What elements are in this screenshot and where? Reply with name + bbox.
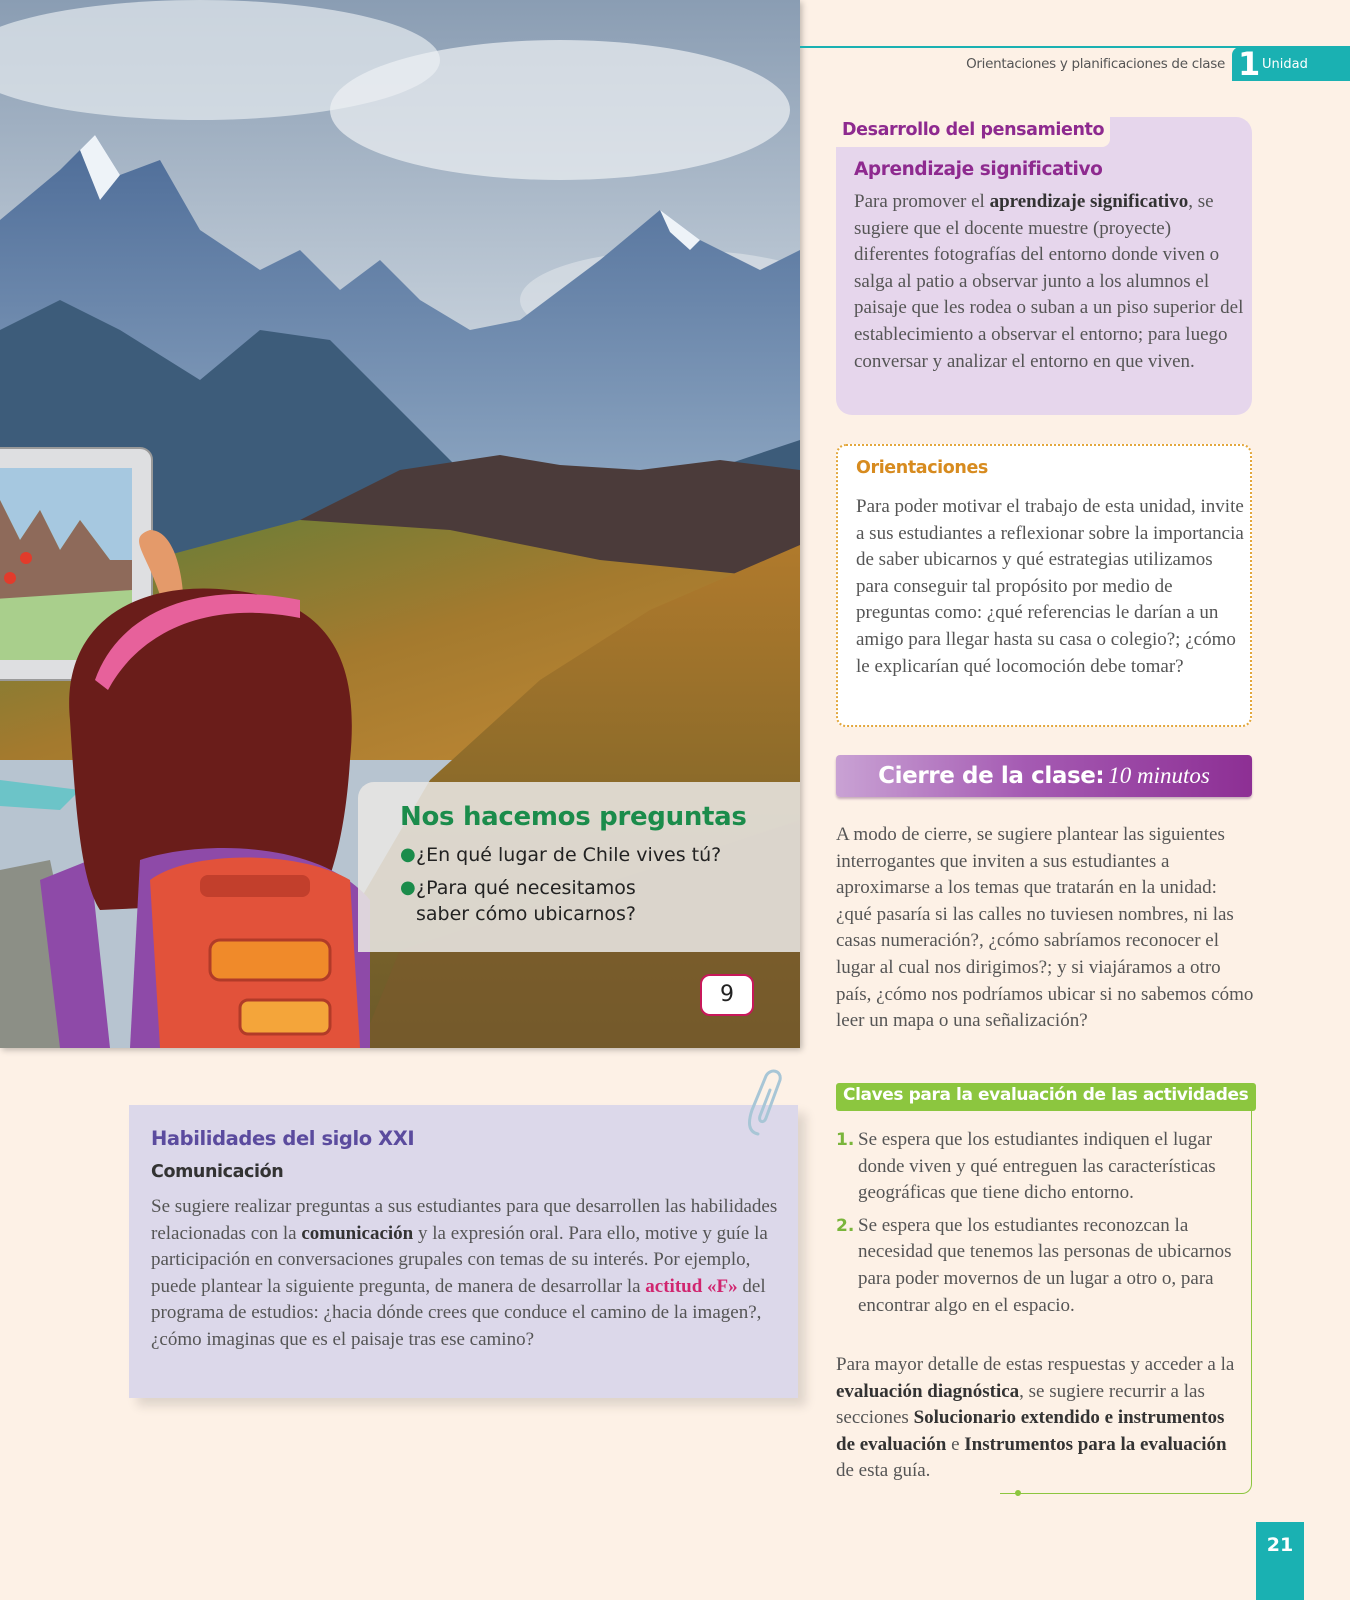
bullet-icon: ● (400, 844, 416, 865)
questions-title: Nos hacemos preguntas (400, 802, 747, 832)
orientaciones-title: Orientaciones (856, 458, 988, 478)
habilidades-body: Se sugiere realizar preguntas a sus estudiantes para que desarrollen las habilidades relacionadas con la comunicación y la expresión oral. Para ello, motive y guíe la participación en conversaciones grupales con temas de su interés. Por ejemplo, puede plantear la siguiente pregunta, de manera de desarrollar la actitud «F» del programa de estudios: ¿hacia dónde crees que conduce el camino de la imagen?, ¿cómo imaginas que es el paisaje tras ese camino? (151, 1196, 778, 1350)
habilidades-box (129, 1105, 798, 1398)
cierre-header (836, 755, 1252, 797)
frame-dot-icon (1015, 1490, 1021, 1496)
book-page-number: 9 (700, 974, 754, 1016)
claves-tag: Claves para la evaluación de las actividades (836, 1083, 1256, 1111)
claves-item: 2. Se espera que los estudiantes reconozcan la necesidad que tenemos las personas de ubicarnos para poder movernos de un lugar a otro o, para encontrar algo en el espacio. (836, 1214, 1232, 1316)
unit-tab (1232, 47, 1350, 81)
orientaciones-body: Para poder motivar el trabajo de esta unidad, invite a sus estudiantes a reflexionar sobre la importancia de saber ubicarnos y qué estrategias utilizamos para conseguir tal propósito por medio de preguntas como: ¿qué referencias le darían a un amigo para llegar hasta su casa o colegio?; ¿cómo le explicarían qué locomoción debe tomar? (856, 496, 1244, 677)
cierre-label: Cierre de la clase: (878, 763, 1105, 789)
bullet-icon: ● (400, 877, 416, 898)
desarrollo-tag: Desarrollo del pensamiento (836, 117, 1110, 147)
habilidades-subtitle: Comunicación (151, 1162, 284, 1182)
header-title: Orientaciones y planificaciones de clase (966, 56, 1225, 72)
question-item: ● ¿Para qué necesitamos saber cómo ubicarnos? (400, 877, 636, 925)
desarrollo-subtitle: Aprendizaje significativo (854, 159, 1103, 180)
unit-number: 1 (1238, 45, 1261, 83)
unit-label: Unidad (1262, 57, 1308, 72)
claves-closing: Para mayor detalle de estas respuestas y acceder a la evaluación diagnóstica, se sugiere recurrir a las secciones Solucionario extendido e instrumentos de evaluación e Instrumentos para la evaluación de esta guía. (836, 1354, 1235, 1482)
desarrollo-box (836, 117, 1252, 415)
orientaciones-box (836, 444, 1252, 727)
habilidades-title: Habilidades del siglo XXI (151, 1127, 415, 1150)
page-number: 21 (1256, 1522, 1304, 1600)
desarrollo-body: Para promover el aprendizaje significativo, se sugiere que el docente muestre (proyecte) diferentes fotografías del entorno donde viven o salga al patio a observar junto a los alumnos el paisaje que les rodea o suban a un piso superior del establecimiento a observar el entorno; para luego conversar y analizar el entorno en que viven. (854, 191, 1244, 372)
questions-list (400, 842, 780, 927)
cierre-time: 10 minutos (1108, 763, 1210, 788)
paperclip-icon (744, 1066, 790, 1140)
claves-item: 1. Se espera que los estudiantes indiquen el lugar donde viven y qué entreguen las características geográficas que tiene dicho entorno. (836, 1129, 1216, 1204)
questions-box (358, 782, 800, 952)
question-item: ● ¿En qué lugar de Chile vives tú? (400, 844, 722, 866)
cierre-body: A modo de cierre, se sugiere plantear las siguientes interrogantes que inviten a sus estudiantes a aproximarse a los temas que tratarán en la unidad: ¿qué pasaría si las calles no tuviesen nombres, ni las casas numeración?, ¿cómo sabríamos reconocer el lugar al cual nos dirigimos?; y si viajáramos a otro país, ¿cómo nos podríamos ubicar si no sabemos cómo leer un mapa o una señalización? (836, 824, 1254, 1032)
claves-list (836, 1127, 1236, 1325)
student-book-page (0, 0, 800, 1048)
